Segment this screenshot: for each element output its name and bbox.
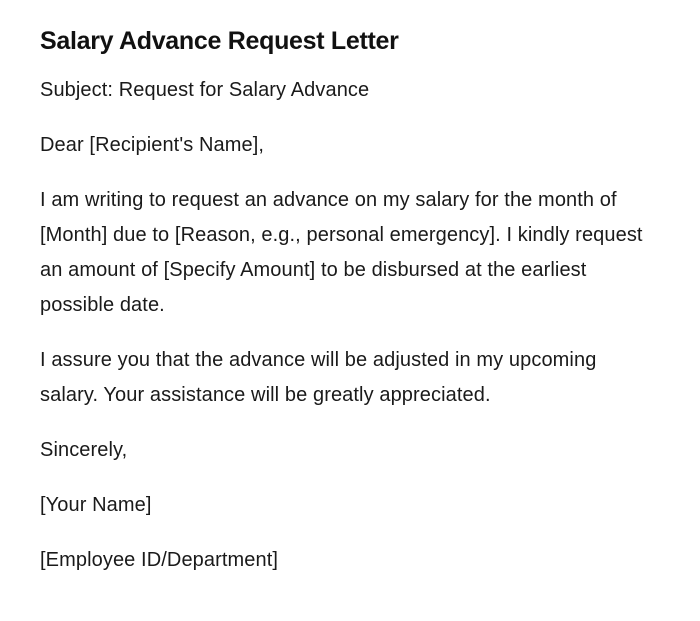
letter-title: Salary Advance Request Letter (40, 27, 399, 55)
letter-document (40, 24, 650, 598)
letter-closing: Sincerely, (40, 439, 128, 461)
letter-subject: Subject: Request for Salary Advance (40, 79, 370, 101)
letter-signature-id: [Employee ID/Department] (40, 549, 279, 571)
letter-salutation: Dear [Recipient's Name], (40, 134, 265, 156)
letter-signature-name: [Your Name] (40, 494, 152, 516)
letter-body-paragraph-2: I assure you that the advance will be adjusted in my upcoming salary. Your assistance will be greatly appreciated. (40, 349, 597, 406)
letter-body-paragraph-1: I am writing to request an advance on my salary for the month of [Month] due to [Reason, e.g., personal emergency]. I kindly request an amount of [Specify Amount] to be disbursed at the earliest possible date. (40, 189, 643, 316)
